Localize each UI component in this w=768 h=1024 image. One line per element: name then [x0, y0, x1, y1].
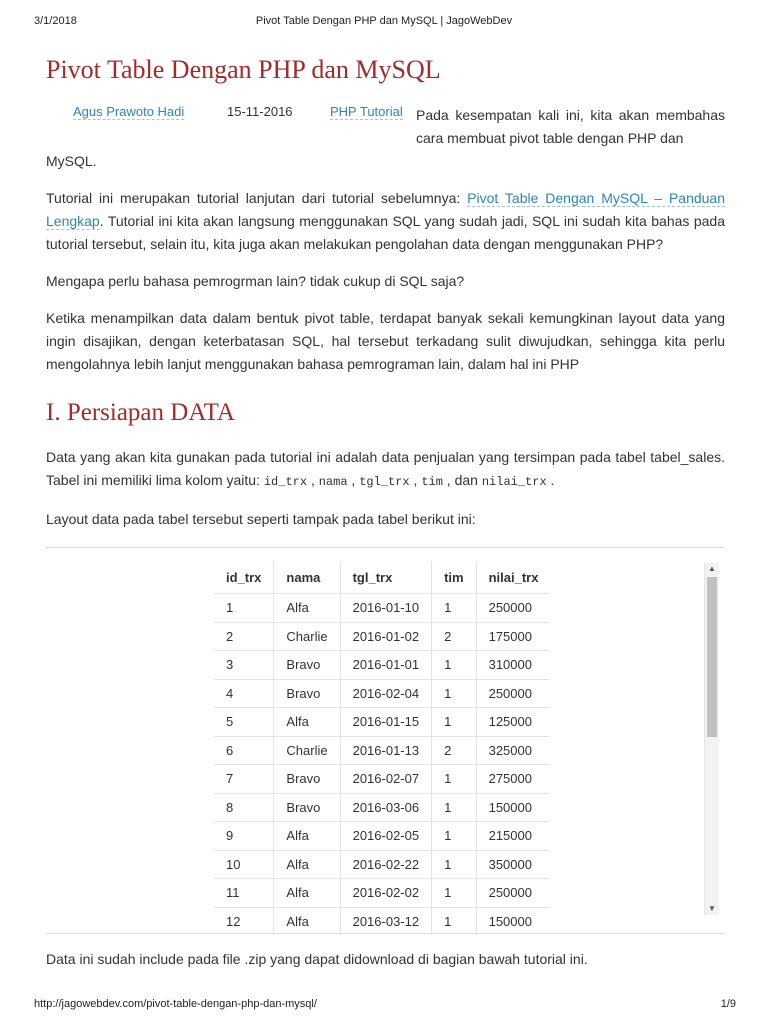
table-cell: Alfa	[274, 879, 340, 908]
article-meta	[46, 104, 416, 148]
table-cell: 1	[432, 822, 477, 851]
table-scrollbar[interactable]	[704, 563, 719, 915]
table-cell: Alfa	[274, 907, 340, 933]
article	[46, 50, 725, 985]
code-nama: nama	[318, 475, 348, 489]
table-row	[214, 594, 550, 623]
table-cell: 2016-02-02	[340, 879, 432, 908]
table-cell: Charlie	[274, 736, 340, 765]
table-cell: 2	[214, 622, 274, 651]
table-cell: Charlie	[274, 622, 340, 651]
table-cell: 2016-03-12	[340, 907, 432, 933]
table-cell: Bravo	[274, 793, 340, 822]
scroll-down-icon[interactable]: ▼	[708, 904, 716, 913]
column-header: tim	[432, 561, 477, 594]
table-row	[214, 708, 550, 737]
category-link[interactable]: PHP Tutorial	[330, 104, 403, 119]
table-cell: 1	[432, 594, 477, 623]
table-row	[214, 651, 550, 680]
table-cell: 2016-01-13	[340, 736, 432, 765]
publish-date: 15-11-2016	[227, 104, 293, 119]
table-cell: 1	[432, 765, 477, 794]
author-link[interactable]: Agus Prawoto Hadi	[73, 104, 185, 119]
table-cell: 1	[214, 594, 274, 623]
scrollbar-thumb[interactable]	[707, 577, 717, 737]
paragraph-4-end: .	[546, 472, 555, 488]
paragraph-1	[46, 187, 725, 256]
intro-text-end: MySQL.	[46, 153, 97, 169]
print-url: http://jagowebdev.com/pivot-table-dengan-php-dan-mysql/	[34, 998, 317, 1010]
table-cell: 1	[432, 793, 477, 822]
table-cell: 4	[214, 679, 274, 708]
table-cell: 150000	[476, 907, 550, 933]
print-header	[0, 0, 768, 36]
code-nilai-trx: nilai_trx	[481, 475, 547, 489]
print-date: 3/1/2018	[34, 15, 77, 27]
article-intro	[46, 104, 725, 173]
table-cell: 1	[432, 679, 477, 708]
code-tgl-trx: tgl_trx	[359, 475, 410, 489]
table-cell: Alfa	[274, 594, 340, 623]
table-cell: Alfa	[274, 708, 340, 737]
table-cell: Alfa	[274, 822, 340, 851]
table-cell: 8	[214, 793, 274, 822]
table-row	[214, 622, 550, 651]
table-cell: 2016-03-06	[340, 793, 432, 822]
table-cell: 275000	[476, 765, 550, 794]
separator: ,	[409, 472, 422, 488]
table-header-row	[214, 561, 550, 594]
table-cell: Bravo	[274, 765, 340, 794]
table-row	[214, 822, 550, 851]
table-cell: 310000	[476, 651, 550, 680]
paragraph-4	[46, 446, 725, 494]
table-cell: 350000	[476, 850, 550, 879]
table-cell: 1	[432, 850, 477, 879]
separator: ,	[347, 472, 360, 488]
divider	[46, 933, 725, 934]
column-header: nama	[274, 561, 340, 594]
table-cell: 175000	[476, 622, 550, 651]
article-title: Pivot Table Dengan PHP dan MySQL	[46, 55, 441, 84]
table-cell: 7	[214, 765, 274, 794]
table-cell: 250000	[476, 594, 550, 623]
column-header: id_trx	[214, 561, 274, 594]
code-tim: tim	[421, 475, 443, 489]
scroll-up-icon[interactable]: ▲	[708, 564, 716, 573]
table-cell: 2016-01-15	[340, 708, 432, 737]
table-cell: 125000	[476, 708, 550, 737]
table-cell: 6	[214, 736, 274, 765]
table-cell: 2016-02-07	[340, 765, 432, 794]
table-cell: 250000	[476, 879, 550, 908]
table-row	[214, 679, 550, 708]
table-cell: 12	[214, 907, 274, 933]
table-cell: Alfa	[274, 850, 340, 879]
table-row	[214, 736, 550, 765]
table-cell: 5	[214, 708, 274, 737]
table-cell: 250000	[476, 679, 550, 708]
table-cell: 325000	[476, 736, 550, 765]
table-cell: 3	[214, 651, 274, 680]
column-header: nilai_trx	[476, 561, 550, 594]
table-cell: 2016-01-10	[340, 594, 432, 623]
section-title: I. Persiapan DATA	[46, 399, 235, 426]
table-cell: 1	[432, 907, 477, 933]
table-row	[214, 879, 550, 908]
table-row	[214, 793, 550, 822]
table-cell: 2016-02-04	[340, 679, 432, 708]
paragraph-1-before: Tutorial ini merupakan tutorial lanjutan dari tutorial sebelumnya:	[46, 190, 468, 206]
table-cell: 1	[432, 651, 477, 680]
print-page-title: Pivot Table Dengan PHP dan MySQL | JagoWebDev	[255, 15, 513, 27]
print-footer	[0, 984, 768, 1024]
column-header: tgl_trx	[340, 561, 432, 594]
code-id-trx: id_trx	[263, 475, 308, 489]
paragraph-6: Data ini sudah include pada file .zip yang dapat didownload di bagian bawah tutorial ini.	[46, 951, 588, 967]
table-row	[214, 850, 550, 879]
data-table-container[interactable]	[46, 548, 725, 933]
paragraph-3: Ketika menampilkan data dalam bentuk pivot table, terdapat banyak sekali kemungkinan layout data yang ingin disajikan, dengan keterbatasan SQL, hal tersebut terkadang sulit diwujudkan, sehingga kita perlu mengolahnya lebih lanjut menggunakan bahasa pemrograman lain, dalam hal ini PHP	[46, 310, 725, 372]
table-cell: 9	[214, 822, 274, 851]
table-cell: 2	[432, 622, 477, 651]
paragraph-2: Mengapa perlu bahasa pemrogrman lain? tidak cukup di SQL saja?	[46, 273, 465, 289]
table-cell: 2016-01-01	[340, 651, 432, 680]
table-cell: 150000	[476, 793, 550, 822]
table-cell: 2	[432, 736, 477, 765]
paragraph-4-before: Data yang akan kita gunakan pada tutorial ini adalah data penjualan yang tersimpan pada tabel tabel_sales. Tabel ini memiliki lima kolom yaitu:	[46, 449, 725, 488]
table-body	[214, 594, 550, 934]
separator: ,	[307, 472, 319, 488]
paragraph-1-after: . Tutorial ini kita akan langsung menggunakan SQL yang sudah jadi, SQL ini sudah kita bahas pada tutorial tersebut, selain itu, kita juga akan melakukan pengolahan data dengan menggunakan PHP?	[46, 213, 725, 252]
table-cell: 215000	[476, 822, 550, 851]
table-cell: Bravo	[274, 651, 340, 680]
table-cell: Bravo	[274, 679, 340, 708]
table-cell: 10	[214, 850, 274, 879]
table-cell: 2016-02-05	[340, 822, 432, 851]
table-row	[214, 765, 550, 794]
print-page-number: 1/9	[720, 998, 736, 1010]
table-cell: 2016-01-02	[340, 622, 432, 651]
separator-dan: , dan	[442, 472, 482, 488]
table-cell: 2016-02-22	[340, 850, 432, 879]
table-cell: 11	[214, 879, 274, 908]
sales-table	[214, 561, 550, 933]
previous-tutorial-link[interactable]: Pivot Table Dengan MySQL – Panduan Lengkap	[46, 190, 725, 229]
intro-text: Pada kesempatan kali ini, kita akan membahas cara membuat pivot table dengan PHP dan	[416, 107, 725, 146]
table-cell: 1	[432, 879, 477, 908]
paragraph-5: Layout data pada tabel tersebut seperti tampak pada tabel berikut ini:	[46, 511, 476, 527]
table-row	[214, 907, 550, 933]
table-cell: 1	[432, 708, 477, 737]
